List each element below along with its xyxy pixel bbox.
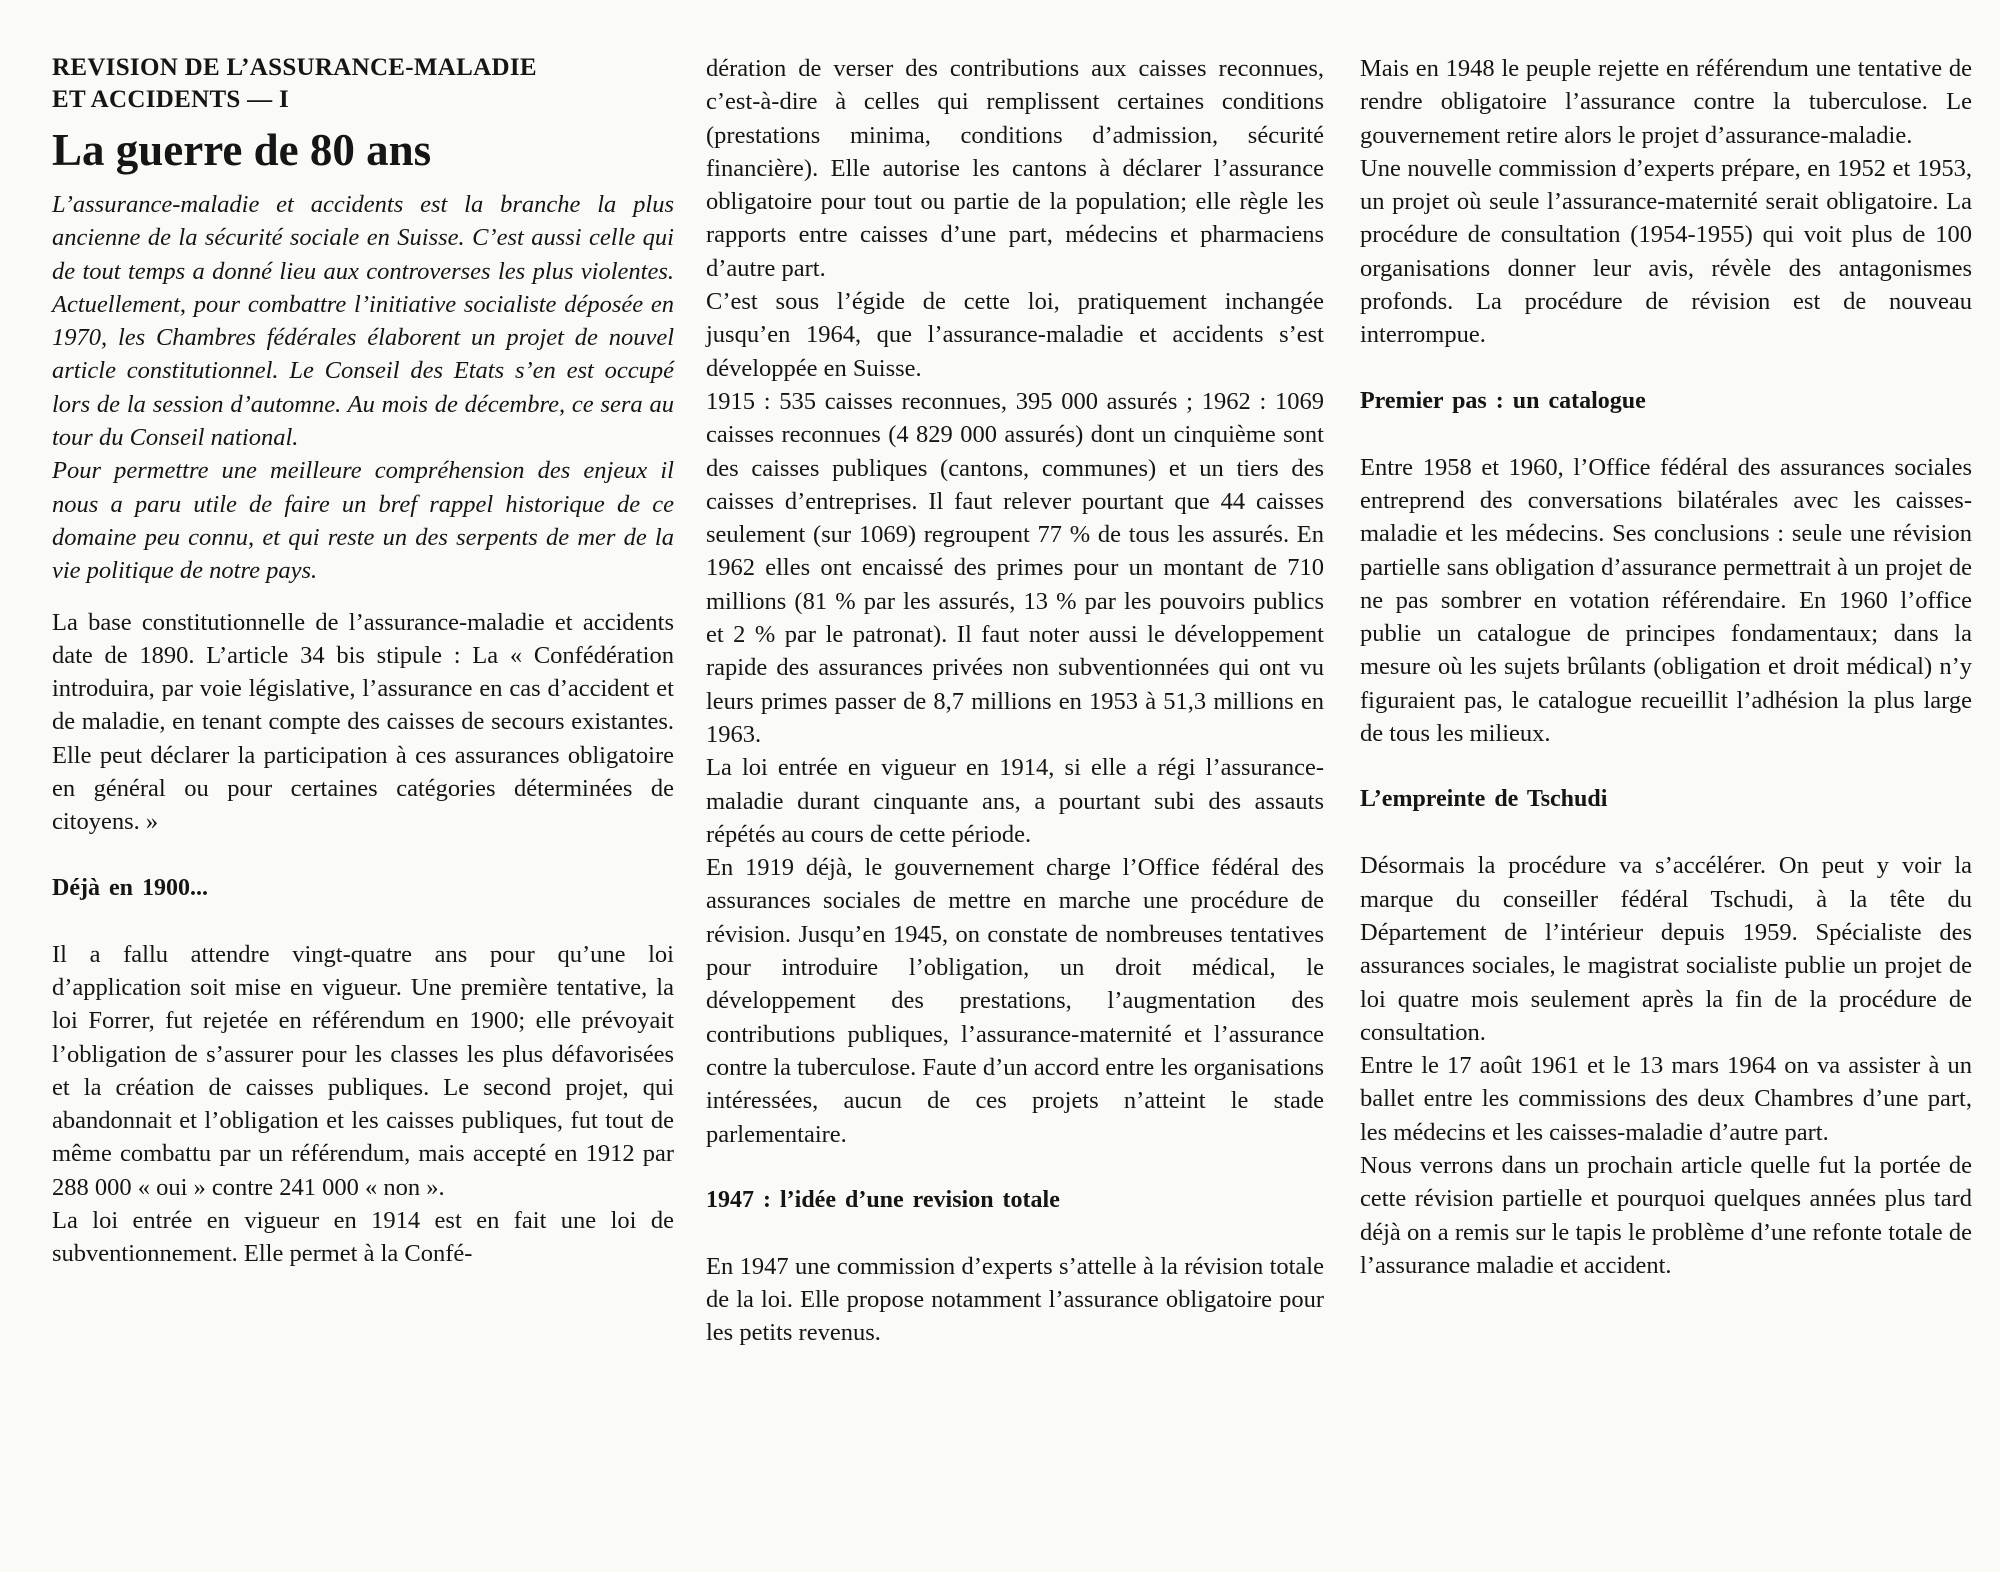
section-heading: Déjà en 1900... — [52, 874, 208, 901]
paragraph: En 1947 une commission d’experts s’attelle à la révision totale de la loi. Elle propose notamment l’assurance obligatoire pour les petits revenus. — [706, 1252, 1324, 1347]
article-column-2 — [706, 52, 1324, 1350]
paragraph: dération de verser des contributions aux caisses reconnues, c’est-à-dire à celles qui remplissent certaines conditions (prestations minima, conditions d’admission, sécurité financière). Elle autorise les cantons à déclarer l’assurance obligatoire pour tout ou partie de la population; elle règle les rapports entre caisses d’une part, médecins et pharmaciens d’autre part. — [706, 55, 1324, 282]
paragraph: Il a fallu attendre vingt-quatre ans pour qu’une loi d’application soit mise en vigueur. Une première tentative, la loi Forrer, fut rejetée en référendum en 1900; elle prévoyait l’obligation de s’assurer pour les classes les plus défavorisées et la création de caisses publiques. Le second projet, qui abandonnait et l’obligation et les caisses publiques, fut tout de même combattu par un référendum, mais accepté en 1912 par 288 000 « oui » contre 241 000 « non ». — [52, 940, 674, 1201]
paragraph: Mais en 1948 le peuple rejette en référendum une tentative de rendre obligatoire l’assurance contre la tuberculose. Le gouvernement retire alors le projet d’assurance-maladie. — [1360, 55, 1972, 149]
section-heading: L’empreinte de Tschudi — [1360, 786, 1608, 813]
article-headline: La guerre de 80 ans — [52, 125, 432, 175]
article-column-1 — [52, 52, 674, 1271]
article-kicker: REVISION DE L’ASSURANCE-MALADIE — [52, 54, 537, 81]
paragraph: La loi entrée en vigueur en 1914, si elle a régi l’assurance-maladie durant cinquante ans, a pourtant subi des assauts répétés au cours de cette période. — [706, 754, 1324, 848]
paragraph: Nous verrons dans un prochain article quelle fut la portée de cette révision partielle et pourquoi quelques années plus tard déjà on a remis sur le tapis le problème d’une refonte totale de l’assurance maladie et accident. — [1360, 1152, 1972, 1279]
paragraph: La base constitutionnelle de l’assurance-maladie et accidents date de 1890. L’article 34 bis stipule : La « Confédération introduira, par voie législative, l’assurance en cas d’accident et de maladie, en tenant compte des caisses de secours existantes. Elle peut déclarer la participation à ces assurances obligatoire en général ou pour certaines catégories déterminées de citoyens. » — [52, 608, 674, 836]
paragraph: Entre le 17 août 1961 et le 13 mars 1964 on va assister à un ballet entre les commissions des deux Chambres d’une part, les médecins et les caisses-maladie d’autre part. — [1360, 1052, 1972, 1146]
article-kicker: ET ACCIDENTS — I — [52, 86, 290, 113]
paragraph: C’est sous l’égide de cette loi, pratiquement inchangée jusqu’en 1964, que l’assurance-maladie et accidents s’est développée en Suisse. — [706, 288, 1324, 382]
article-lede: Pour permettre une meilleure compréhension des enjeux il nous a paru utile de faire un bref rappel historique de ce domaine peu connu, et qui reste un des serpents de mer de la vie politique de notre pays. — [52, 457, 674, 585]
paragraph: 1915 : 535 caisses reconnues, 395 000 assurés ; 1962 : 1069 caisses reconnues (4 829 000 assurés) dont un cinquième sont des caisses publiques (cantons, communes) et un tiers des caisses d’entreprises. Il faut relever pourtant que 44 caisses seulement (sur 1069) regroupent 77 % de tous les assurés. En 1962 elles ont encaissé des primes pour un montant de 710 millions (81 % par les assurés, 13 % par les pouvoirs publics et 2 % par le patronat). Il faut noter aussi le développement rapide des assurances privées non subventionnées qui ont vu leurs primes passer de 8,7 millions en 1953 à 51,3 millions en 1963. — [706, 387, 1324, 748]
paragraph: Une nouvelle commission d’experts prépare, en 1952 et 1953, un projet où seule l’assurance-maternité serait obligatoire. La procédure de consultation (1954-1955) qui voit plus de 100 organisations donner leur avis, révèle des antagonismes profonds. La procédure de révision est de nouveau interrompue. — [1360, 154, 1972, 349]
paragraph: Désormais la procédure va s’accélérer. On peut y voir la marque du conseiller fédéral Tschudi, à la tête du Département de l’intérieur depuis 1959. Spécialiste des assurances sociales, le magistrat socialiste publie un projet de loi quatre mois seulement après la fin de la procédure de consultation. — [1360, 852, 1972, 1046]
paragraph: En 1919 déjà, le gouvernement charge l’Office fédéral des assurances sociales de mettre en marche une procédure de révision. Jusqu’en 1945, on constate de nombreuses tentatives pour introduire l’obligation, un droit médical, le développement des prestations, l’augmentation des contributions publiques, l’assurance-maternité et l’assurance contre la tuberculose. Faute d’un accord entre les organisations intéressées, aucun de ces projets n’atteint le stade parlementaire. — [706, 854, 1324, 1148]
article-column-3 — [1360, 52, 1972, 1282]
paragraph: Entre 1958 et 1960, l’Office fédéral des assurances sociales entreprend des conversations bilatérales avec les caisses-maladie et les médecins. Ses conclusions : seule une révision partielle sans obligation d’assurance permettrait à un projet de ne pas sombrer en votation référendaire. En 1960 l’office publie un catalogue de principes fondamentaux; dans la mesure où les sujets brûlants (obligation et droit médical) n’y figuraient pas, le catalogue recueillit l’adhésion la plus large de tous les milieux. — [1360, 453, 1972, 748]
section-heading: Premier pas : un catalogue — [1360, 387, 1646, 414]
section-heading: 1947 : l’idée d’une revision totale — [706, 1186, 1060, 1213]
spacer — [52, 588, 674, 606]
article-lede: L’assurance-maladie et accidents est la branche la plus ancienne de la sécurité sociale en Suisse. C’est aussi celle qui de tout temps a donné lieu aux controverses les plus violentes. Actuellement, pour combattre l’initiative socialiste déposée en 1970, les Chambres fédérales élaborent un projet de nouvel article constitutionnel. Le Conseil des Etats s’en est occupé lors de la session d’automne. Au mois de décembre, ce sera au tour du Conseil national. — [52, 191, 674, 452]
paragraph: La loi entrée en vigueur en 1914 est en fait une loi de subventionnement. Elle permet à la Confé- — [52, 1207, 674, 1268]
